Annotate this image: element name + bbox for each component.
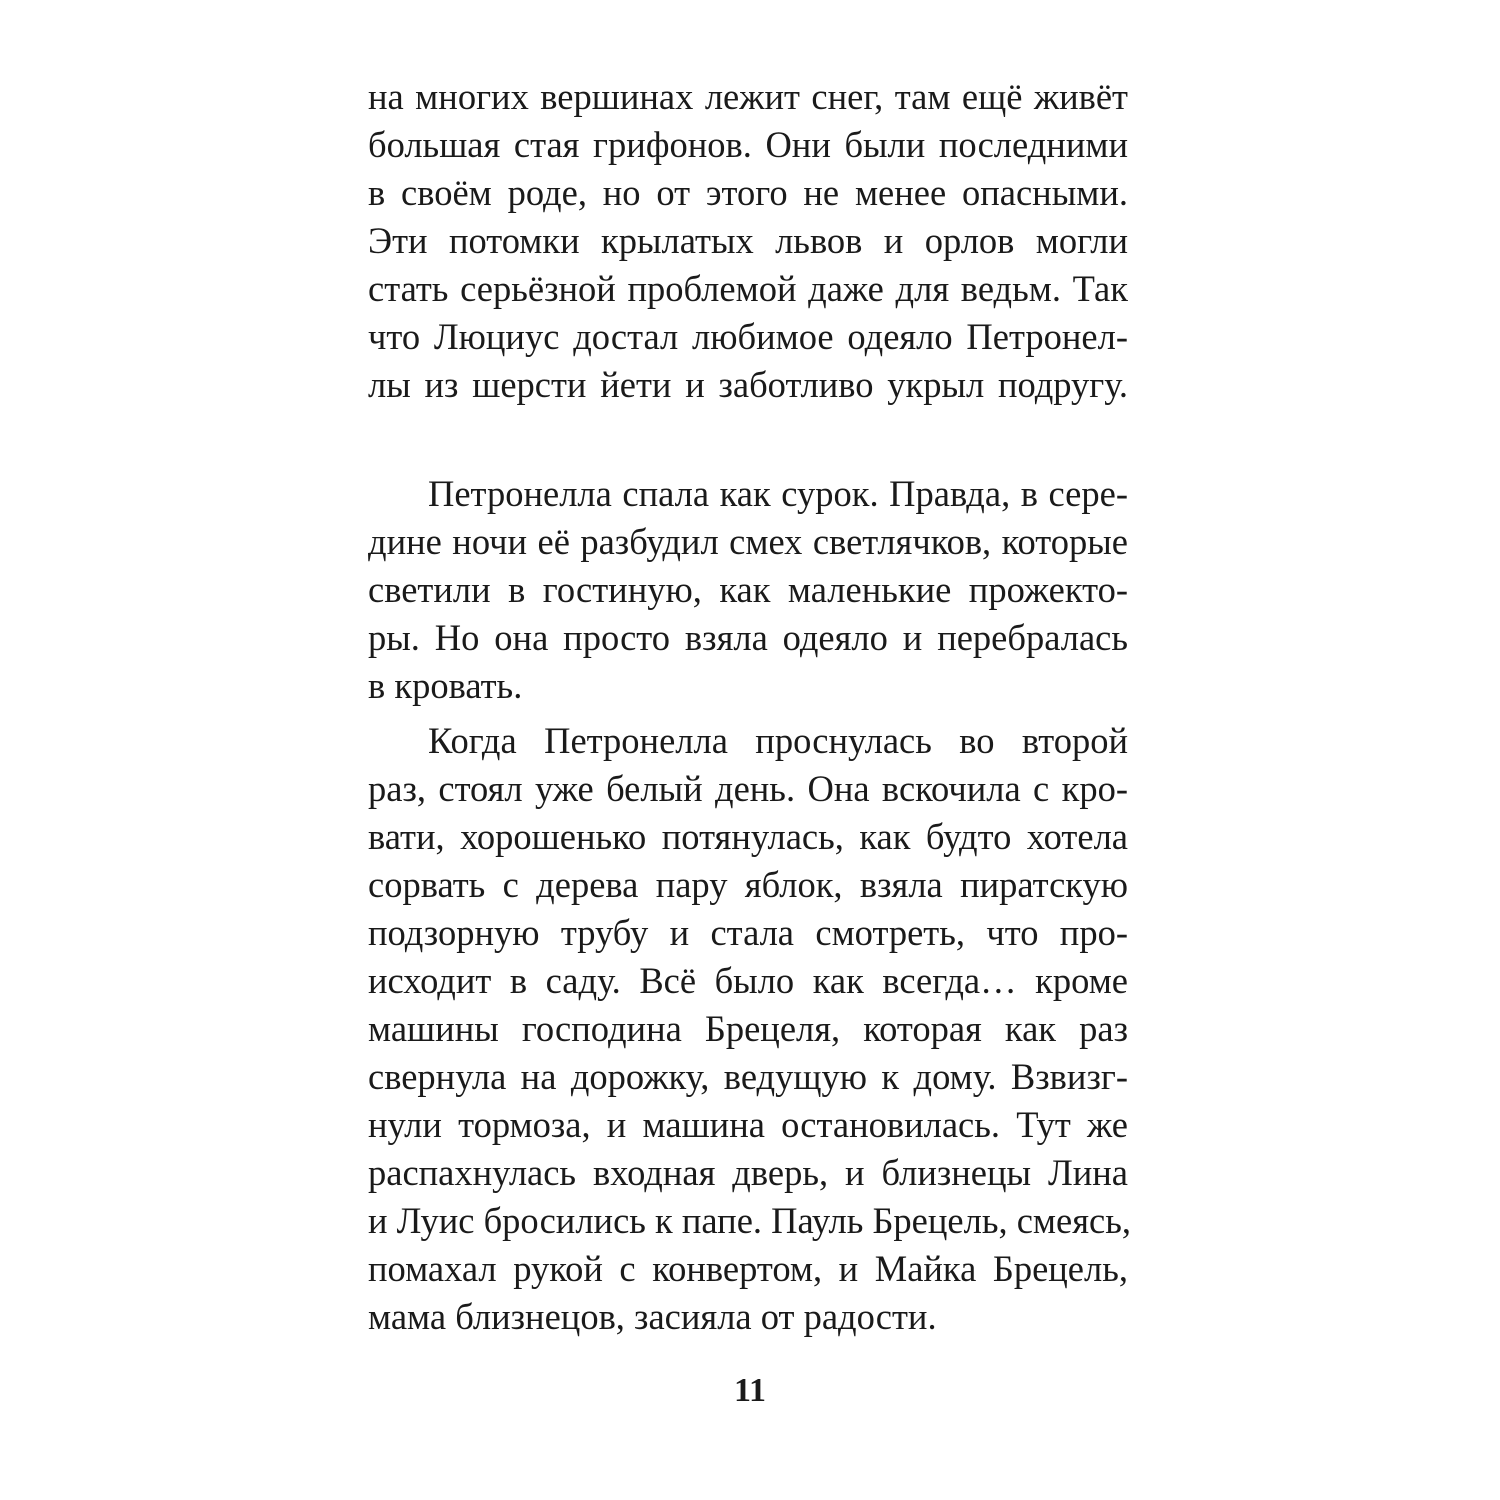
text-line: подзорную трубу и стала смотреть, что про- [368,912,1128,953]
text-line: мама близнецов, засияла от радости. [368,1296,937,1337]
text-line: лы из шерсти йети и заботливо укрыл подругу. [368,364,1128,405]
paragraph [368,717,1131,1341]
text-line: вати, хорошенько потянулась, как будто хотела [368,816,1128,857]
text-line: Петронелла спала как сурок. Правда, в сере- [428,473,1128,514]
paragraph-continuation [368,73,1128,409]
text-line: что Люциус достал любимое одеяло Петронел- [368,316,1128,357]
text-line: исходит в саду. Всё было как всегда… кроме [368,960,1128,1001]
text-line: на многих вершинах лежит снег, там ещё живёт [368,76,1128,117]
text-line: Эти потомки крылатых львов и орлов могли [368,220,1128,261]
text-line: свернула на дорожку, ведущую к дому. Взвизг- [368,1056,1128,1097]
text-line: стать серьёзной проблемой даже для ведьм. Так [368,268,1128,309]
text-line: раз, стоял уже белый день. Она вскочила с кро- [368,768,1128,809]
text-line: Когда Петронелла проснулась во второй [428,720,1128,761]
text-line: дине ночи её разбудил смех светлячков, которые [368,521,1128,562]
text-line: ры. Но она просто взяла одеяло и перебралась [368,617,1128,658]
text-line: светили в гостиную, как маленькие прожекто- [368,569,1128,610]
text-line: в своём роде, но от этого не менее опасными. [368,172,1128,213]
text-line: и Луис бросились к папе. Пауль Брецель, смеясь, [368,1200,1131,1241]
text-line: нули тормоза, и машина остановилась. Тут же [368,1104,1128,1145]
text-line: сорвать с дерева пару яблок, взяла пиратскую [368,864,1128,905]
text-line: помахал рукой с конвертом, и Майка Брецель, [368,1248,1128,1289]
text-line: распахнулась входная дверь, и близнецы Лина [368,1152,1128,1193]
text-line: машины господина Брецеля, которая как раз [368,1008,1128,1049]
page-number: 11 [733,1372,767,1409]
text-line: в кровать. [368,665,523,706]
text-line: большая стая грифонов. Они были последними [368,124,1128,165]
paragraph [368,470,1128,710]
